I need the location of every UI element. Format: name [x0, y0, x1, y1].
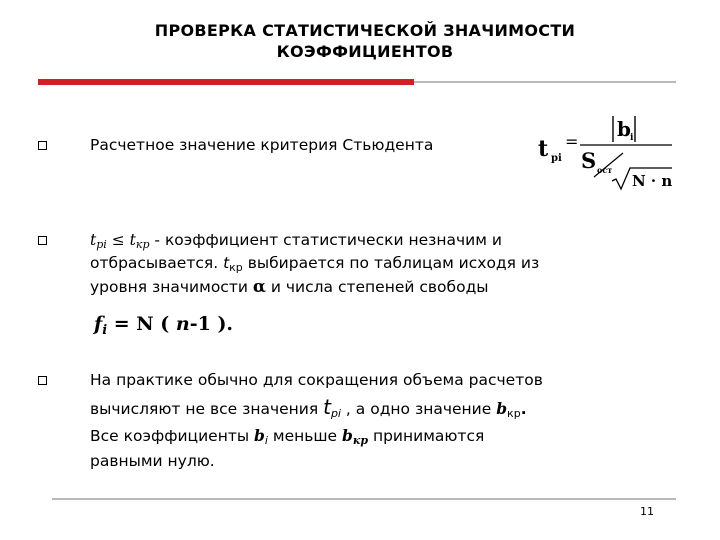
b-kr-subscript: кр	[507, 407, 521, 420]
bullet-3-line-1: На практике обычно для сокращения объема расчетов	[90, 371, 543, 389]
bullet-2-line-3	[90, 276, 489, 299]
bullet-3-line-3	[90, 424, 484, 452]
formula-f: f	[94, 313, 103, 335]
degrees-of-freedom-formula	[94, 311, 233, 344]
t-pi-subscript: pi	[96, 238, 107, 251]
alpha-symbol: α	[252, 277, 266, 297]
bullet-marker-3	[38, 376, 47, 385]
bullet-2-line-1-text: - коэффициент статистически незначим и	[149, 231, 502, 249]
formula-t-sub: pi	[551, 153, 562, 164]
t-pi-inline-subscript: pi	[330, 407, 341, 420]
bullet-marker-2	[38, 236, 47, 245]
formula-s-sub: ocт	[597, 165, 613, 175]
bullet-3-line-4: равными нулю.	[90, 452, 215, 470]
bullet-2-line-2-start: отбрасывается.	[90, 254, 224, 272]
formula-f-end: -1 ).	[189, 313, 234, 335]
bullet-2-line-3-start: уровня значимости	[90, 278, 253, 296]
formula-s: S	[581, 148, 597, 173]
t-kr-symbol: t	[129, 231, 136, 249]
formula-root-arg: N · n	[632, 172, 673, 190]
le-symbol: ≤	[106, 231, 130, 249]
title-line-2: КОЭФФИЦИЕНТОВ	[276, 42, 454, 61]
formula-f-n: = N (	[107, 313, 176, 335]
b-kr-symbol-2: b	[342, 426, 353, 445]
b-i-symbol: b	[254, 426, 265, 445]
bullet-3-line-3-start: Все коэффициенты	[90, 427, 255, 445]
bullet-3-line-3-mid: меньше	[267, 427, 343, 445]
b-kr-symbol: b	[496, 399, 508, 418]
formula-t: t	[538, 136, 549, 162]
t-pi-inline: t	[323, 395, 331, 419]
bullet-2-line-2-text: выбирается по таблицам исходя из	[242, 254, 540, 272]
bullet-2-line-2	[90, 252, 539, 279]
footer-rule	[52, 498, 676, 500]
bullet-3-line-2	[90, 396, 527, 425]
b-kr-subscript-2: кр	[352, 434, 369, 447]
formula-b: b	[617, 117, 631, 141]
bullet-3-line-2-mid: , а одно значение	[341, 400, 497, 418]
bullet-3-line-2-end: .	[520, 400, 527, 418]
title-underline-rule	[414, 81, 676, 83]
formula-b-sub: i	[630, 133, 634, 143]
t-kr-subscript: кр	[135, 238, 150, 251]
t-statistic-formula	[536, 114, 686, 194]
t-pi-symbol: t	[90, 231, 97, 249]
formula-eq: =	[565, 132, 579, 151]
bullet-3-line-3-text: принимаются	[368, 427, 485, 445]
title-underline-accent	[38, 79, 414, 85]
page-number: 11	[640, 505, 654, 518]
bullet-3-line-2-start: вычисляют не все значения	[90, 400, 324, 418]
t-kr-inline-subscript: кр	[229, 261, 243, 274]
bullet-marker-1	[38, 141, 47, 150]
bullet-1-text: Расчетное значение критерия Стьюдента	[90, 136, 434, 154]
t-kr-inline: t	[223, 254, 230, 272]
bullet-2-line-3-text: и числа степеней свободы	[265, 278, 489, 296]
page-title	[60, 20, 670, 62]
title-line-1: ПРОВЕРКА СТАТИСТИЧЕСКОЙ ЗНАЧИМОСТИ	[154, 21, 576, 40]
formula-f-sub: i	[102, 323, 108, 338]
formula-f-n-italic: n	[175, 313, 190, 335]
b-i-subscript: i	[264, 434, 268, 447]
